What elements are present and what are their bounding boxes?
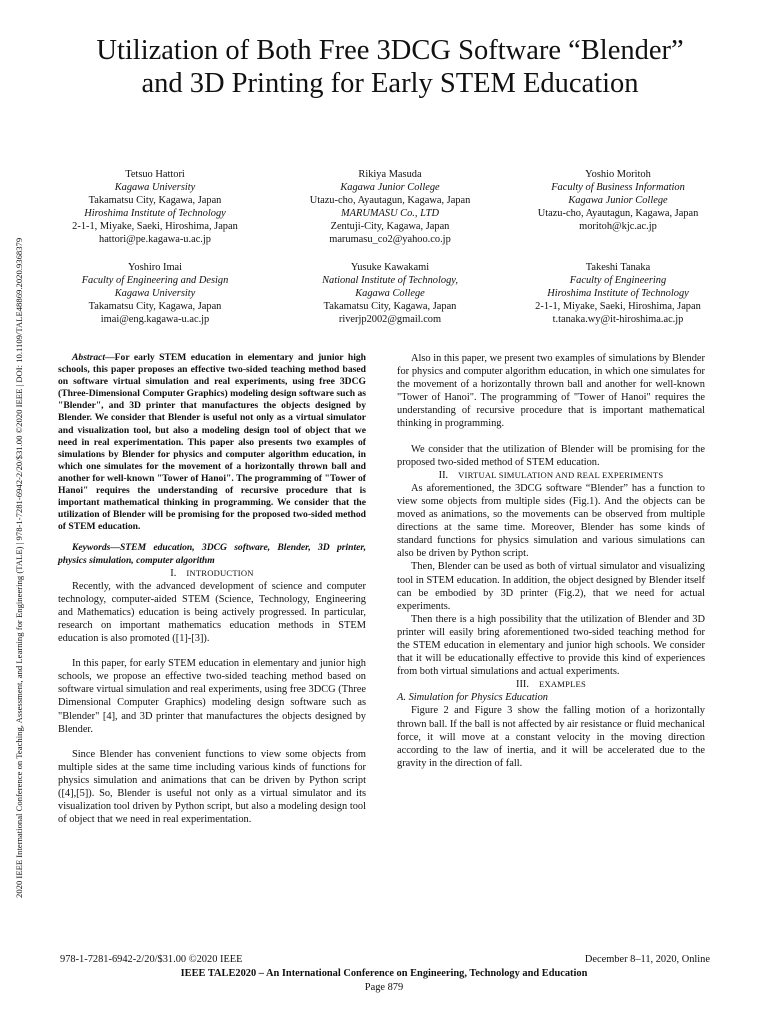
author-name: Yusuke Kawakami bbox=[350, 262, 430, 273]
author-2 bbox=[270, 168, 510, 247]
author-name: Takeshi Tanaka bbox=[585, 262, 651, 273]
keywords: Keywords—STEM education, 3DCG software, Blender, 3D printer, physics simulation, computer algorithm bbox=[58, 542, 366, 566]
author-affiliation: Kagawa Junior College bbox=[568, 195, 668, 207]
author-affiliation: National Institute of Technology, bbox=[322, 275, 458, 287]
abstract-dash: — bbox=[105, 352, 115, 363]
paper-title bbox=[40, 34, 740, 100]
subsection-heading-physics: A. Simulation for Physics Education bbox=[397, 692, 548, 704]
paragraph: Figure 2 and Figure 3 show the falling motion of a horizontally thrown ball. If the ball is not affected by air resistance or fluid mechanical force, it will move at a constant velocity in the moving direction according to the law of inertia, and it will be accelerated due to the gravity in the direction of fall. bbox=[397, 705, 705, 769]
author-4 bbox=[35, 261, 275, 326]
right-column bbox=[397, 352, 705, 770]
paragraph: We consider that the utilization of Blender will be promising for the proposed two-sided method of STEM education. bbox=[397, 443, 705, 468]
author-address: Takamatsu City, Kagawa, Japan bbox=[323, 301, 457, 313]
author-name: Tetsuo Hattori bbox=[125, 169, 185, 180]
title-line-1: Utilization of Both Free 3DCG Software “Blender” bbox=[96, 35, 684, 66]
author-affiliation: MARUMASU Co., LTD bbox=[341, 208, 439, 220]
author-5 bbox=[270, 261, 510, 326]
footer-isbn: 978-1-7281-6942-2/20/$31.00 ©2020 IEEE bbox=[60, 954, 243, 965]
author-address: 2-1-1, Miyake, Saeki, Hiroshima, Japan bbox=[72, 221, 238, 233]
section-heading-virtual-simulation: II. VIRTUAL SIMULATION AND REAL EXPERIMENTS bbox=[438, 469, 664, 481]
paragraph: Since Blender has convenient functions to view some objects from multiple sides at the same time including various kinds of functions for physics simulation and animations that can be driven by Python script ([4],[5]). So, Blender is useful not only as a virtual simulator and its visualization tool driven by Python script, but also a modeling design tool of object that we need in real experimentation. bbox=[58, 748, 366, 826]
author-address: Utazu-cho, Ayautagun, Kagawa, Japan bbox=[309, 195, 471, 207]
paragraph: In this paper, for early STEM education in elementary and junior high schools, we propose an effective two-sided teaching method based on software virtual simulation and real experiments, using free 3DCG (Three Dimensional Computer Graphics) modeling design software such as "Blender" [4], and 3D printer that manufactures the objects designed by Blender. bbox=[58, 658, 366, 735]
author-name: Rikiya Masuda bbox=[358, 169, 422, 180]
author-email: hattori@pe.kagawa-u.ac.jp bbox=[99, 234, 211, 246]
section-heading-introduction: I. INTRODUCTION bbox=[170, 567, 254, 579]
side-citation-note bbox=[14, 138, 28, 898]
author-email: imai@eng.kagawa-u.ac.jp bbox=[100, 314, 210, 326]
author-name: Yoshiro Imai bbox=[127, 262, 183, 273]
author-affiliation: Faculty of Engineering and Design bbox=[81, 275, 229, 287]
author-email: marumasu_co2@yahoo.co.jp bbox=[329, 234, 451, 246]
footer-conference: IEEE TALE2020 – An International Conference on Engineering, Technology and Education bbox=[180, 968, 588, 979]
author-address: Takamatsu City, Kagawa, Japan bbox=[88, 301, 222, 313]
paragraph: Also in this paper, we present two examples of simulations by Blender for physics and computer algorithm education, in which one simulates for the movement of a horizontally thrown ball and another for well-known "Tower of Hanoi". The programming of "Tower of Hanoi" requires the understanding of recursive procedure that is important mathematical thinking in programming. bbox=[397, 353, 705, 430]
author-1 bbox=[35, 168, 275, 247]
author-affiliation: Hiroshima Institute of Technology bbox=[84, 208, 226, 220]
paragraph: As aforementioned, the 3DCG software “Blender” has a function to view some objects from multiple sides (Fig.1). And the objects can be moved as animations, so the movements can be observed from multiple directions at the same time. Moreover, Blender has some kinds of standard functions for physics simulation and various simulations can also be driven by Python script. bbox=[397, 482, 705, 560]
author-name: Yoshio Moritoh bbox=[585, 169, 651, 180]
author-email: t.tanaka.wy@it-hiroshima.ac.jp bbox=[552, 314, 684, 326]
author-affiliation: Kagawa Junior College bbox=[340, 182, 440, 194]
author-3 bbox=[498, 168, 738, 233]
author-affiliation: Kagawa University bbox=[114, 288, 196, 300]
section-heading-examples: III. EXAMPLES bbox=[516, 679, 586, 691]
author-affiliation: Kagawa College bbox=[355, 288, 425, 300]
author-affiliation: Kagawa University bbox=[114, 182, 196, 194]
author-address: 2-1-1, Miyake, Saeki, Hiroshima, Japan bbox=[535, 301, 701, 313]
abstract-label: Abstract bbox=[72, 352, 106, 363]
footer-page-number: Page 879 bbox=[364, 982, 404, 993]
footer-date: December 8–11, 2020, Online bbox=[584, 954, 710, 965]
paragraph: Then, Blender can be used as both of virtual simulator and visualizing tool in STEM education. In addition, the object designed by Blender itself can be embodied by 3D printer (Fig.2), that we need for actual experiments. bbox=[397, 561, 705, 612]
left-column bbox=[58, 352, 366, 826]
author-affiliation: Faculty of Business Information bbox=[551, 182, 685, 194]
side-citation-text: 2020 IEEE International Conference on Teaching, Assessment, and Learning for Engineering (TALE) | 978-1-7281-6942-2/20/$31.00 ©2020 IEEE | DOI: 10.1109/TALE48869.2020.9368379 bbox=[14, 237, 24, 898]
author-email: riverjp2002@gmail.com bbox=[338, 314, 442, 326]
author-6 bbox=[498, 261, 738, 326]
abstract bbox=[58, 352, 366, 533]
abstract-text: For early STEM education in elementary and junior high schools, this paper proposes an effective two-sided teaching method based on software virtual simulation and real experiments, using free 3DCG (Three-Dimensional Computer Graphics) modeling design software such as "Blender", and 3D printer that manufactures the objects designed by Blender. We consider that Blender is useful not only as a virtual simulator and visualization tool, but also a modeling design tool of object that we need in real experimentation. This paper also presents two examples of simulations by Blender for physics and computer algorithm education, in which one simulates for the movement of a horizontally thrown ball and another for well-known "Tower of Hanoi". The programming of "Tower of Hanoi" requires the understanding of recursive procedure that is important mathematical thinking in programming. We consider that the utilization of Blender will be promising for the proposed two-sided method of STEM education. bbox=[58, 352, 366, 533]
paragraph: Then there is a high possibility that the utilization of Blender and 3D printer will easily bring aforementioned two-sided teaching method for the STEM education in elementary and junior high schools. We consider that it will be educationally effective to provide this kind of experiences from both virtual simulations and actual experiments. bbox=[397, 613, 705, 678]
author-address: Takamatsu City, Kagawa, Japan bbox=[88, 195, 222, 207]
author-email: moritoh@kjc.ac.jp bbox=[579, 221, 657, 233]
paragraph: Recently, with the advanced development of science and computer technology, computer-aided STEM (Science, Technology, Engineering and Mathematics) education is being actively progressed. In particular, research on important mathematics education methods in STEM education is also promoted ([1]-[3]). bbox=[58, 580, 366, 645]
author-affiliation: Hiroshima Institute of Technology bbox=[547, 288, 689, 300]
author-affiliation: Faculty of Engineering bbox=[569, 275, 667, 287]
author-address: Utazu-cho, Ayautagun, Kagawa, Japan bbox=[537, 208, 699, 220]
title-line-2: and 3D Printing for Early STEM Education bbox=[141, 68, 639, 99]
author-address: Zentuji-City, Kagawa, Japan bbox=[330, 221, 450, 233]
